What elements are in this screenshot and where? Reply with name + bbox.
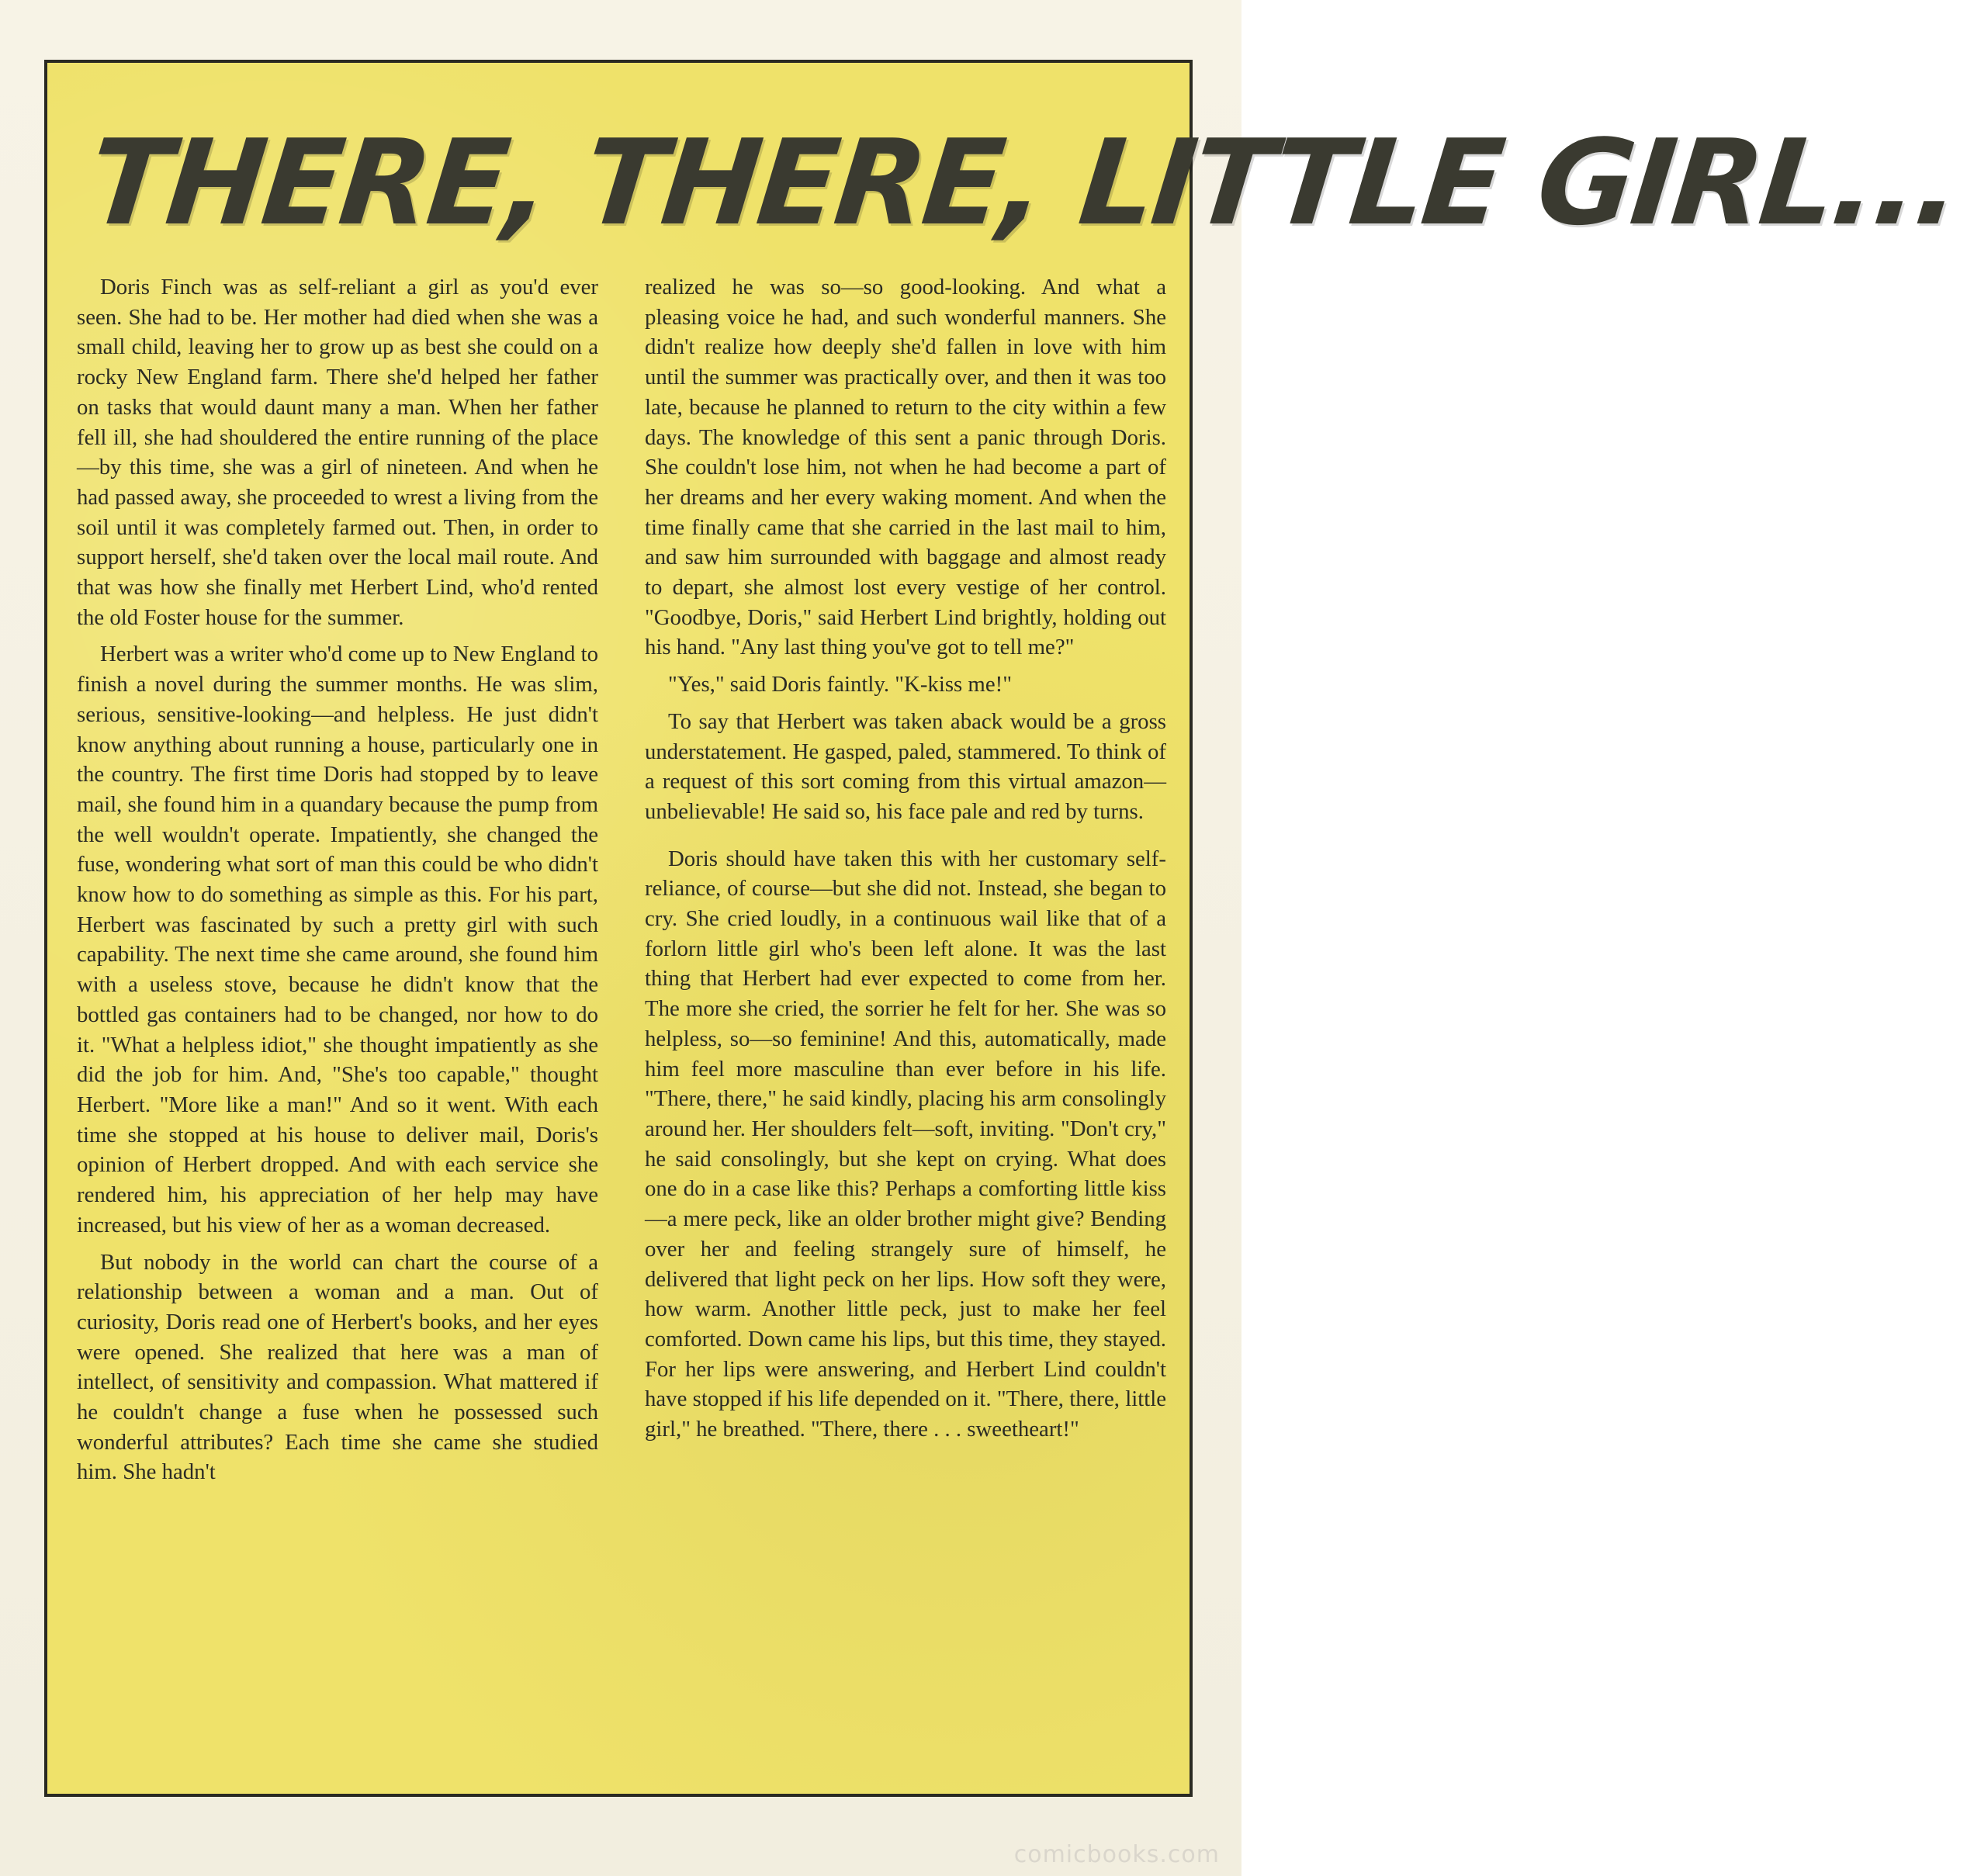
paragraph: Doris should have taken this with her customary self-reliance, of course—but she did not. Instead, she began to cry. She cried loudly, in a continuous wail like that of a forlorn little girl who's been left alone. It was the last thing that Herbert had ever expected to come from her. The more she cried, the sorrier he felt for her. She was so helpless, so—so feminine! And this, automatically, made him feel more masculine than ever before in his life. "There, there," he said kindly, placing his arm consolingly around her. Her shoulders felt—soft, inviting. "Don't cry," he said consolingly, but she kept on crying. What does one do in a case like this? Perhaps a comforting little kiss—a mere peck, like an older brother might give? Bending over her and feeling strangely sure of himself, he delivered that light peck on her lips. How soft they were, how warm. Another little peck, just to make her feel comforted. Down came his lips, but this time, they stayed. For her lips were answering, and Herbert Lind couldn't have stopped if his life depended on it. "There, there, little girl," he breathed. "There, there . . . sweetheart!" bbox=[645, 846, 1166, 1442]
left-column bbox=[77, 272, 598, 1487]
paragraph: Doris Finch was as self-reliant a girl as you'd ever seen. She had to be. Her mother had died when she was a small child, leaving her to grow up as best she could on a rocky New England farm. There she'd helped her father on tasks that would daunt many a man. When her father fell ill, she had shouldered the entire running of the place—by this time, she was a girl of nineteen. And when he had passed away, she proceeded to wrest a living from the soil until it was completely farmed out. Then, in order to support herself, she'd taken over the local mail route. And that was how she finally met Herbert Lind, who'd rented the old Foster house for the summer. bbox=[77, 275, 598, 630]
paragraph: realized he was so—so good-looking. And what a pleasing voice he had, and such wonderful manners. She didn't realize how deeply she'd fallen in love with him until the summer was practically over, and then it was too late, because he planned to return to the city within a few days. The knowledge of this sent a panic through Doris. She couldn't lose him, not when he had become a part of her dreams and her every waking moment. And when the time finally came that she carried in the last mail to him, and saw him surrounded with baggage and almost ready to depart, she almost lost every vestige of her control. "Goodbye, Doris," said Herbert Lind brightly, holding out his hand. "Any last thing you've got to tell me?" bbox=[645, 275, 1166, 660]
paragraph: Herbert was a writer who'd come up to New England to finish a novel during the summer months. He was slim, serious, sensitive-looking—and helpless. He just didn't know anything about running a house, particularly one in the country. The first time Doris had stopped by to leave mail, she found him in a quandary because the pump from the well wouldn't operate. Impatiently, she changed the fuse, wondering what sort of man this could be who didn't know how to do something as simple as this. For his part, Herbert was fascinated by such a pretty girl with such capability. The next time she came around, she found him with a useless stove, because he didn't know that the bottled gas containers had to be changed, nor how to do it. "What a helpless idiot," she thought impatiently as she did the job for him. And, "She's too capable," thought Herbert. "More like a man!" And so it went. With each time she stopped at his house to deliver mail, Doris's opinion of Herbert dropped. And with each service she rendered him, his appreciation of her help may have increased, but his view of her as a woman decreased. bbox=[77, 642, 598, 1237]
paragraph: But nobody in the world can chart the course of a relationship between a woman and a man. Out of curiosity, Doris read one of Herbert's books, and her eyes were opened. She realized that here was a man of intellect, of sensitivity and compassion. What mattered if he couldn't change a fuse when he possessed such wonderful attributes? Each time she came she studied him. She hadn't bbox=[77, 1249, 598, 1485]
watermark-text: comicbooks.com bbox=[1013, 1841, 1220, 1868]
paragraph: "Yes," said Doris faintly. "K-kiss me!" bbox=[668, 672, 1012, 697]
story-title: THERE, THERE, LITTLE GIRL... bbox=[82, 114, 1965, 251]
right-column bbox=[645, 272, 1166, 1445]
story-panel bbox=[44, 60, 1965, 1797]
paragraph: To say that Herbert was taken aback would be a gross understatement. He gasped, paled, stammered. To think of a request of this sort coming from this virtual amazon—unbelievable! He said so, his face pale and red by turns. bbox=[645, 708, 1166, 824]
